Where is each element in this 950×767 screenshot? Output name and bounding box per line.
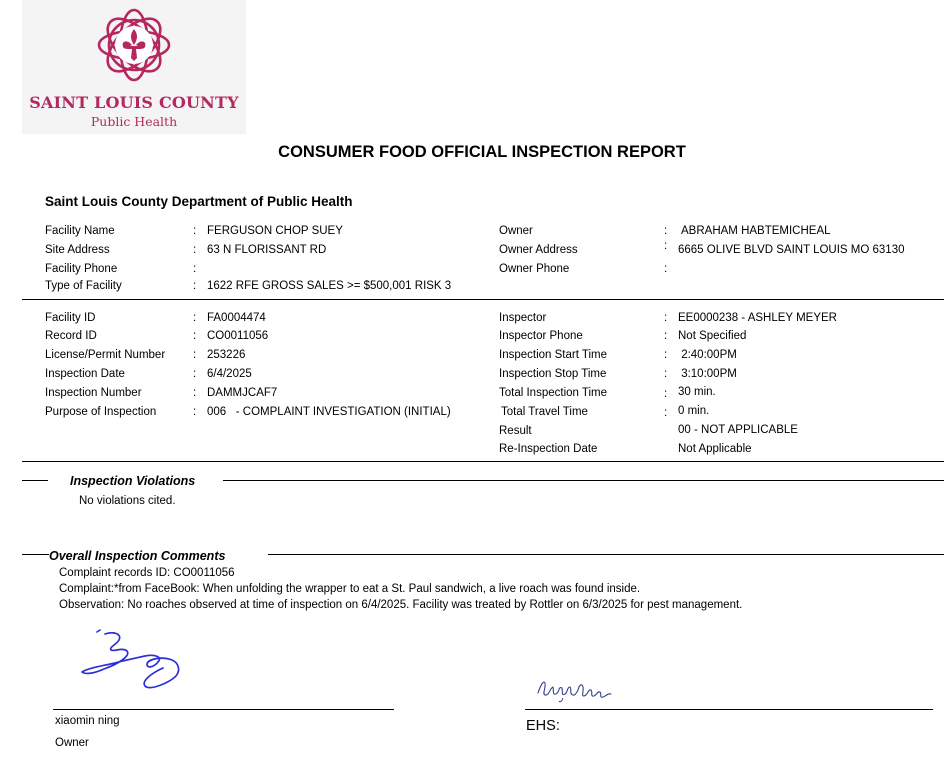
- ehs-label: EHS:: [526, 718, 560, 734]
- heading-rule-right: [268, 554, 944, 555]
- department-name: Saint Louis County Department of Public Health: [45, 194, 353, 209]
- logo-title: SAINT LOUIS COUNTY: [29, 93, 239, 112]
- facility-id-label: Facility ID: [45, 312, 96, 324]
- inspector-label: Inspector: [499, 312, 547, 324]
- owner-address-label: Owner Address: [499, 244, 578, 256]
- start-time-label: Inspection Start Time: [499, 349, 608, 361]
- license-number-value: 253226: [207, 349, 246, 361]
- separator-colon: :: [664, 330, 668, 342]
- reinspection-date-label: Re-Inspection Date: [499, 443, 598, 455]
- owner-label: Owner: [499, 225, 533, 237]
- separator-colon: :: [193, 225, 197, 237]
- separator-colon: :: [664, 240, 668, 252]
- separator-colon: :: [193, 244, 197, 256]
- heading-rule-left: [22, 554, 49, 555]
- facility-type-value: 1622 RFE GROSS SALES >= $500,001 RISK 3: [207, 280, 452, 292]
- inspector-phone-value: Not Specified: [678, 330, 747, 342]
- start-time-value: 2:40:00PM: [678, 349, 737, 361]
- violations-heading: Inspection Violations: [70, 474, 196, 488]
- logo-subtitle: Public Health: [90, 114, 178, 129]
- facility-id-value: FA0004474: [207, 312, 266, 324]
- record-id-label: Record ID: [45, 330, 97, 342]
- separator-colon: :: [193, 263, 197, 275]
- separator-colon: :: [193, 387, 197, 399]
- facility-name-label: Facility Name: [45, 225, 115, 237]
- stop-time-label: Inspection Stop Time: [499, 368, 607, 380]
- license-number-label: License/Permit Number: [45, 349, 166, 361]
- ehs-signature-line: [525, 709, 933, 710]
- separator-colon: :: [664, 388, 668, 400]
- inspection-number-value: DAMMJCAF7: [207, 387, 278, 399]
- section-divider: [22, 461, 944, 462]
- result-label: Result: [499, 425, 532, 437]
- separator-colon: :: [664, 407, 668, 419]
- owner-address-value: 6665 OLIVE BLVD SAINT LOUIS MO 63130: [678, 244, 905, 256]
- separator-colon: :: [193, 330, 197, 342]
- owner-name: xiaomin ning: [55, 715, 120, 727]
- purpose-value: 006 - COMPLAINT INVESTIGATION (INITIAL): [207, 406, 451, 418]
- inspector-phone-label: Inspector Phone: [499, 330, 583, 342]
- comment-line: Complaint records ID: CO0011056: [59, 567, 235, 579]
- separator-colon: :: [664, 312, 668, 324]
- county-logo: [22, 0, 246, 134]
- separator-colon: :: [193, 406, 197, 418]
- record-id-value: CO0011056: [207, 330, 269, 342]
- comment-line: Complaint:*from FaceBook: When unfolding the wrapper to eat a St. Paul sandwich, a live roach was found inside.: [59, 583, 641, 595]
- inspector-value: EE0000238 - ASHLEY MEYER: [678, 312, 837, 324]
- inspection-date-value: 6/4/2025: [207, 368, 252, 380]
- result-value: 00 - NOT APPLICABLE: [678, 424, 798, 436]
- stop-time-value: 3:10:00PM: [678, 368, 737, 380]
- comments-heading: Overall Inspection Comments: [49, 549, 226, 563]
- owner-phone-label: Owner Phone: [499, 263, 570, 275]
- violations-text: No violations cited.: [79, 495, 176, 507]
- report-title: CONSUMER FOOD OFFICIAL INSPECTION REPORT: [278, 143, 686, 161]
- site-address-label: Site Address: [45, 244, 110, 256]
- separator-colon: :: [193, 280, 197, 292]
- separator-colon: :: [664, 349, 668, 361]
- total-travel-time-value: 0 min.: [678, 405, 710, 417]
- site-address-value: 63 N FLORISSANT RD: [207, 244, 327, 256]
- reinspection-date-value: Not Applicable: [678, 443, 752, 455]
- facility-phone-label: Facility Phone: [45, 263, 118, 275]
- comment-line: Observation: No roaches observed at time of inspection on 6/4/2025. Facility was treated by Rottler on 6/3/2025 for pest management.: [59, 599, 743, 611]
- separator-colon: :: [664, 263, 668, 275]
- inspection-number-label: Inspection Number: [45, 387, 142, 399]
- owner-signature-line: [53, 709, 394, 710]
- separator-colon: :: [193, 368, 197, 380]
- separator-colon: :: [193, 312, 197, 324]
- separator-colon: :: [664, 225, 668, 237]
- total-travel-time-label: Total Travel Time: [501, 406, 588, 418]
- ehs-signature-icon: [535, 674, 615, 704]
- owner-role: Owner: [55, 737, 89, 749]
- total-inspection-time-label: Total Inspection Time: [499, 387, 608, 399]
- facility-name-value: FERGUSON CHOP SUEY: [207, 225, 343, 237]
- purpose-label: Purpose of Inspection: [45, 406, 157, 418]
- section-divider: [22, 299, 944, 300]
- total-inspection-time-value: 30 min.: [678, 386, 716, 398]
- owner-value: ABRAHAM HABTEMICHEAL: [681, 225, 831, 237]
- facility-type-label: Type of Facility: [45, 280, 122, 292]
- heading-rule-right: [223, 480, 944, 481]
- owner-signature-icon: [78, 626, 190, 694]
- inspection-date-label: Inspection Date: [45, 368, 125, 380]
- separator-colon: :: [664, 368, 668, 380]
- heading-rule-left: [22, 480, 48, 481]
- fleur-de-lis-emblem-icon: [94, 5, 174, 85]
- separator-colon: :: [193, 349, 197, 361]
